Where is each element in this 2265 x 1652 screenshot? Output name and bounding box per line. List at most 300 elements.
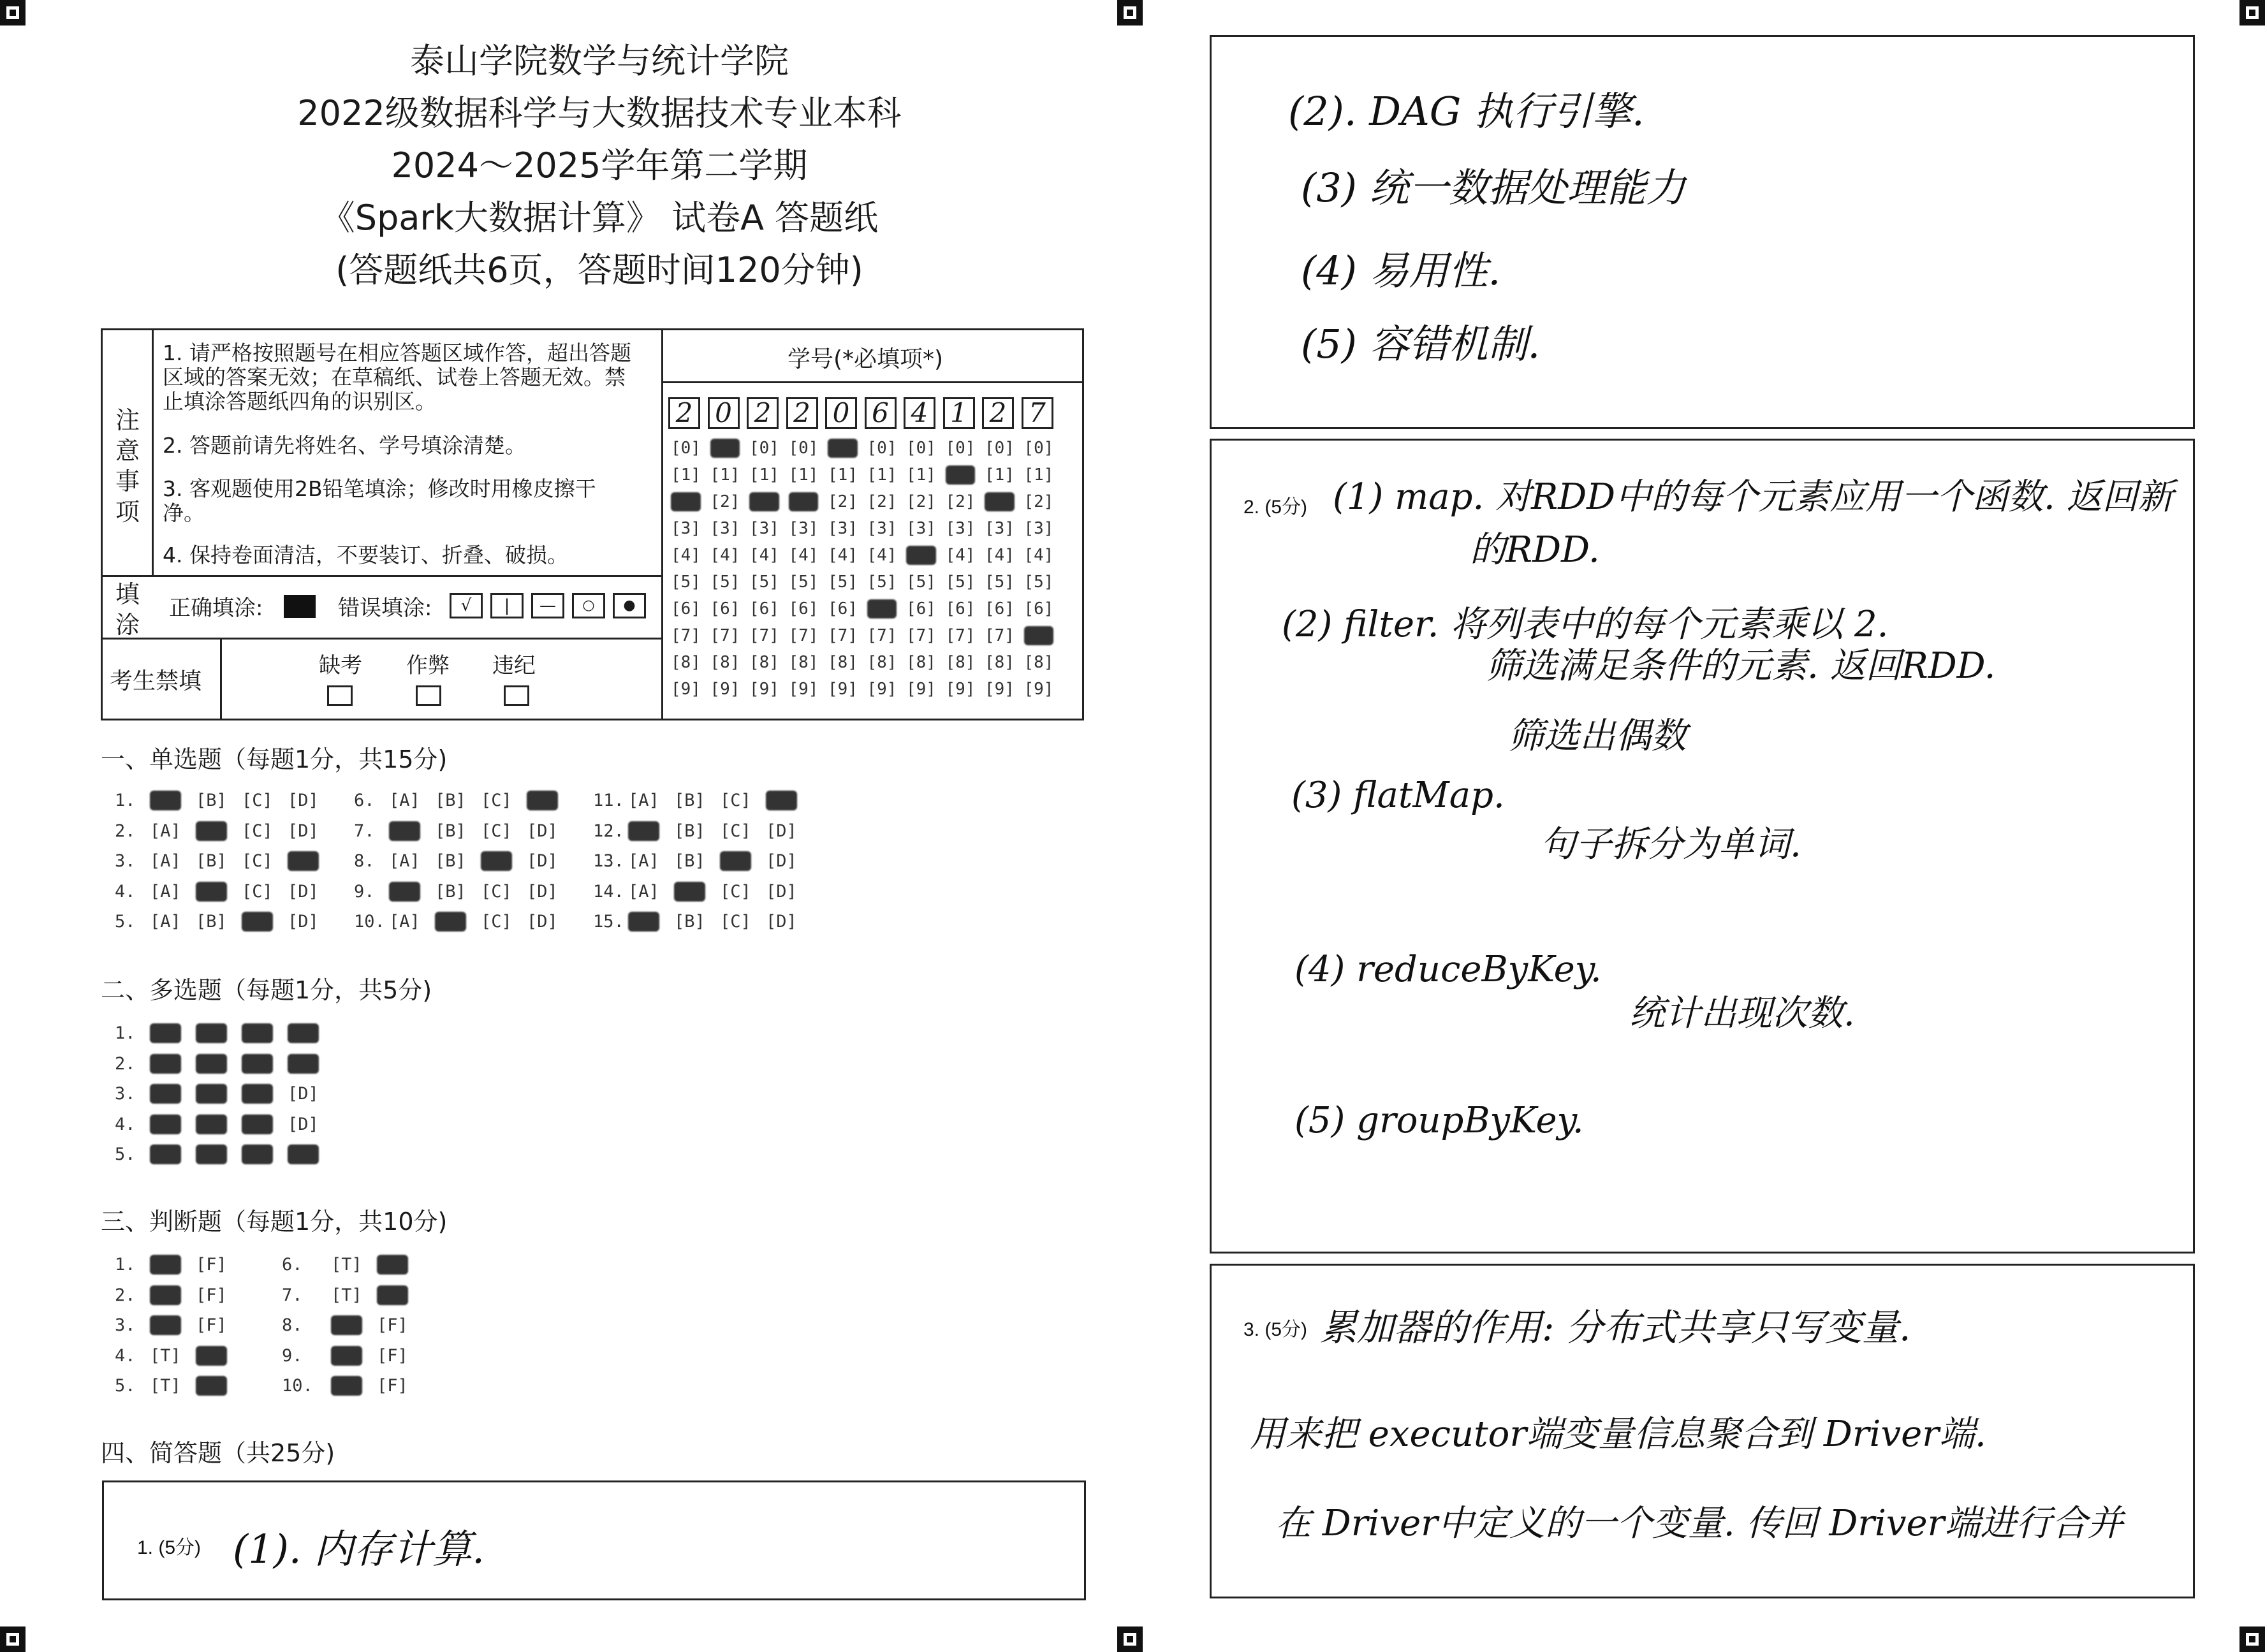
question-number: 14.: [593, 881, 624, 902]
question-number: 10.: [354, 912, 385, 932]
student-id-bubble[interactable]: [9]: [788, 680, 819, 699]
q2-line-10: (5) groupByKey.: [1294, 1100, 1584, 1141]
corner-marker-bottom-right: [2239, 1626, 2265, 1652]
student-id-bubble[interactable]: [1]: [828, 465, 858, 485]
q1-line-4: (4) 易用性.: [1301, 247, 1501, 294]
student-id-bubble[interactable]: [7]: [828, 626, 858, 645]
q2-line-2: 的RDD.: [1470, 529, 1600, 571]
q2-line-4: 筛选满足条件的元素. 返回RDD.: [1486, 645, 1996, 687]
student-id-bubble[interactable]: [0]: [828, 439, 858, 458]
student-id-bubble[interactable]: [8]: [828, 653, 858, 672]
student-id-bubble[interactable]: [0]: [945, 439, 976, 458]
student-id-bubble[interactable]: [7]: [710, 626, 740, 645]
answer-bubble[interactable]: [A]: [389, 881, 420, 902]
answer-bubble[interactable]: [D]: [288, 1053, 319, 1074]
student-id-bubble[interactable]: [3]: [828, 519, 858, 538]
answer-bubble[interactable]: [B]: [435, 851, 466, 871]
student-id-bubble[interactable]: [0]: [710, 439, 740, 458]
student-id-bubble[interactable]: [3]: [867, 519, 897, 538]
answer-bubble[interactable]: [D]: [527, 821, 558, 841]
student-id-bubble[interactable]: [6]: [671, 599, 701, 618]
student-id-bubble[interactable]: [6]: [945, 599, 976, 618]
student-id-bubble[interactable]: [7]: [945, 626, 976, 645]
student-id-bubble[interactable]: [7]: [985, 626, 1015, 645]
question-number: 5.: [115, 912, 136, 932]
answer-bubble[interactable]: [B]: [674, 912, 705, 932]
answer-bubble[interactable]: [C]: [720, 791, 751, 810]
header-exam-title: 《Spark大数据计算》 试卷A 答题纸: [320, 198, 879, 238]
question-number: 15.: [593, 912, 624, 932]
answer-bubble[interactable]: [T]: [331, 1315, 362, 1335]
question-number: 1.: [115, 791, 136, 810]
answer-bubble[interactable]: [A]: [150, 851, 181, 871]
answer-bubble[interactable]: [A]: [628, 821, 659, 841]
student-id-bubble[interactable]: [8]: [788, 653, 819, 672]
answer-bubble[interactable]: [T]: [331, 1255, 362, 1275]
q3-line-1: 累加器的作用: 分布式共享只写变量.: [1320, 1306, 1911, 1349]
question-number: 4.: [115, 1345, 136, 1366]
student-id-bubble[interactable]: [3]: [710, 519, 740, 538]
question-number: 8.: [354, 851, 375, 871]
answer-bubble[interactable]: [B]: [435, 881, 466, 902]
student-id-bubble[interactable]: [5]: [828, 573, 858, 592]
student-id-bubble[interactable]: [9]: [867, 680, 897, 699]
answer-bubble[interactable]: [A]: [150, 821, 181, 841]
q1-line-2: (2). DAG 执行引擎.: [1288, 88, 1645, 135]
student-id-bubble[interactable]: [0]: [788, 439, 819, 458]
question-number: 1.: [115, 1023, 136, 1043]
student-id-bubble[interactable]: [4]: [671, 546, 701, 565]
student-id-bubble[interactable]: [2]: [1023, 492, 1054, 511]
answer-bubble[interactable]: [A]: [389, 851, 420, 871]
answer-bubble[interactable]: [D]: [527, 851, 558, 871]
student-id-bubble[interactable]: [5]: [671, 573, 701, 592]
student-id-bubble[interactable]: [6]: [828, 599, 858, 618]
student-id-digit: 2: [786, 397, 818, 429]
answer-bubble[interactable]: [F]: [196, 1345, 227, 1366]
question-number: 2.: [115, 1053, 136, 1074]
header-note: (答题纸共6页，答题时间120分钟): [335, 250, 863, 290]
student-id-bubble[interactable]: [0]: [671, 439, 701, 458]
answer-bubble[interactable]: [C]: [242, 821, 273, 841]
correct-fill-label: 正确填涂:: [169, 596, 263, 621]
student-id-bubble[interactable]: [2]: [788, 492, 819, 511]
student-id-bubble[interactable]: [0]: [1023, 439, 1054, 458]
answer-bubble[interactable]: [D]: [766, 791, 797, 810]
q1-line-1: (1). 内存计算.: [233, 1526, 485, 1572]
student-id-bubble[interactable]: [1]: [867, 465, 897, 485]
student-id-bubble[interactable]: [6]: [867, 599, 897, 618]
answer-bubble[interactable]: [C]: [481, 791, 512, 810]
student-id-bubble[interactable]: [2]: [867, 492, 897, 511]
answer-bubble[interactable]: [B]: [674, 851, 705, 871]
notice-item-4: 4. 保持卷面清洁，不要装订、折叠、破损。: [163, 543, 568, 567]
student-id-bubble[interactable]: [5]: [985, 573, 1015, 592]
student-id-bubble[interactable]: [5]: [749, 573, 779, 592]
answer-bubble[interactable]: [F]: [377, 1315, 408, 1335]
answer-bubble[interactable]: [F]: [377, 1255, 408, 1275]
student-id-bubble[interactable]: [4]: [1023, 546, 1054, 565]
divider: [220, 638, 222, 720]
student-id-bubble[interactable]: [3]: [906, 519, 936, 538]
divider: [152, 328, 154, 577]
answer-bubble[interactable]: [B]: [196, 851, 227, 871]
notice-item-3: 3. 客观题使用2B铅笔填涂；修改时用橡皮擦干净。: [163, 476, 596, 525]
student-id-bubble[interactable]: [5]: [867, 573, 897, 592]
answer-bubble[interactable]: [B]: [196, 1023, 227, 1043]
student-id-bubble[interactable]: [1]: [945, 465, 976, 485]
exam-forbid-label: 考生禁填: [110, 668, 202, 694]
answer-bubble[interactable]: [T]: [150, 1376, 181, 1396]
section-short-answer: 四、简答题（共25分): [101, 1439, 335, 1467]
answer-bubble[interactable]: [F]: [377, 1345, 408, 1366]
question-number: 2.: [115, 821, 136, 841]
student-id-bubble[interactable]: [1]: [906, 465, 936, 485]
answer-bubble[interactable]: [T]: [150, 1345, 181, 1366]
answer-bubble[interactable]: [A]: [150, 1114, 181, 1134]
student-id-digit: 2: [668, 397, 700, 429]
wrong-fill-samples: [450, 593, 646, 618]
q2-label: 2. (5分): [1243, 497, 1308, 518]
answer-bubble[interactable]: [B]: [435, 912, 466, 932]
student-id-bubble[interactable]: [5]: [788, 573, 819, 592]
answer-bubble[interactable]: [F]: [377, 1376, 408, 1396]
wrong-mark-bar: |: [490, 593, 524, 618]
question-number: 3.: [115, 1084, 136, 1104]
question-number: 6.: [354, 791, 375, 810]
student-id-bubble[interactable]: [9]: [1023, 680, 1054, 699]
answer-bubble[interactable]: [A]: [389, 912, 420, 932]
student-id-bubble[interactable]: [3]: [749, 519, 779, 538]
answer-bubble[interactable]: [D]: [766, 851, 797, 871]
student-id-bubble[interactable]: [7]: [749, 626, 779, 645]
answer-bubble[interactable]: [D]: [288, 881, 319, 902]
answer-bubble[interactable]: [D]: [527, 881, 558, 902]
answer-bubble[interactable]: [D]: [527, 791, 558, 810]
question-number: 9.: [354, 881, 375, 902]
answer-bubble[interactable]: [B]: [674, 791, 705, 810]
question-number: 7.: [282, 1285, 303, 1305]
q2-line-6: (3) flatMap.: [1291, 775, 1505, 816]
divider: [661, 328, 663, 720]
student-id-bubble[interactable]: [9]: [671, 680, 701, 699]
student-id-bubble[interactable]: [1]: [710, 465, 740, 485]
status-absent-label: 缺考: [319, 653, 362, 678]
student-id-bubble[interactable]: [2]: [710, 492, 740, 511]
answer-bubble[interactable]: [A]: [628, 851, 659, 871]
student-id-bubble[interactable]: [2]: [945, 492, 976, 511]
answer-bubble[interactable]: [B]: [435, 791, 466, 810]
student-id-digit: 2: [982, 397, 1014, 429]
student-id-bubble[interactable]: [1]: [671, 465, 701, 485]
answer-bubble[interactable]: [D]: [288, 821, 319, 841]
answer-bubble[interactable]: [B]: [435, 821, 466, 841]
student-id-bubble[interactable]: [1]: [749, 465, 779, 485]
answer-bubble[interactable]: [A]: [150, 881, 181, 902]
student-id-bubble[interactable]: [5]: [906, 573, 936, 592]
student-id-bubble[interactable]: [6]: [788, 599, 819, 618]
answer-bubble[interactable]: [A]: [150, 1023, 181, 1043]
answer-bubble[interactable]: [B]: [196, 821, 227, 841]
answer-bubble[interactable]: [D]: [288, 1144, 319, 1164]
student-id-bubble[interactable]: [3]: [671, 519, 701, 538]
answer-bubble[interactable]: [D]: [766, 912, 797, 932]
answer-bubble[interactable]: [D]: [288, 1114, 319, 1134]
wrong-mark-dot: ●: [613, 593, 646, 618]
student-id-bubble[interactable]: [1]: [985, 465, 1015, 485]
question-number: 3.: [115, 851, 136, 871]
section-true-false: 三、判断题（每题1分，共10分): [101, 1208, 448, 1236]
student-id-bubble[interactable]: [4]: [867, 546, 897, 565]
q3-line-3: 在 Driver中定义的一个变量. 传回 Driver端进行合并: [1275, 1503, 2123, 1544]
answer-bubble[interactable]: [D]: [288, 791, 319, 810]
question-number: 4.: [115, 1114, 136, 1134]
cheat-checkbox[interactable]: [416, 685, 441, 706]
student-id-bubble[interactable]: [3]: [788, 519, 819, 538]
student-id-bubble[interactable]: [2]: [828, 492, 858, 511]
student-id-bubble[interactable]: [4]: [788, 546, 819, 565]
student-id-bubble[interactable]: [9]: [906, 680, 936, 699]
corner-marker-bottom-middle: [1117, 1626, 1143, 1652]
question-number: 6.: [282, 1255, 303, 1275]
student-id-bubble[interactable]: [4]: [749, 546, 779, 565]
divider: [661, 381, 1084, 383]
corner-marker-top-left: [0, 0, 26, 26]
answer-bubble[interactable]: [B]: [674, 881, 705, 902]
corner-marker-top-middle: [1117, 0, 1143, 26]
wrong-mark-check: √: [450, 593, 483, 618]
student-id-bubble[interactable]: [9]: [710, 680, 740, 699]
corner-marker-top-right: [2239, 0, 2265, 26]
question-number: 11.: [593, 791, 624, 810]
question-number: 7.: [354, 821, 375, 841]
question-number: 12.: [593, 821, 624, 841]
q3-label: 3. (5分): [1243, 1319, 1308, 1340]
q1-line-5: (5) 容错机制.: [1301, 321, 1541, 367]
answer-bubble[interactable]: [A]: [628, 912, 659, 932]
answer-bubble[interactable]: [A]: [150, 912, 181, 932]
student-id-bubble[interactable]: [1]: [788, 465, 819, 485]
student-id-bubble[interactable]: [8]: [945, 653, 976, 672]
student-id-bubble[interactable]: [3]: [985, 519, 1015, 538]
answer-bubble[interactable]: [C]: [242, 791, 273, 810]
question-number: 9.: [282, 1345, 303, 1366]
answer-bubble[interactable]: [B]: [196, 1114, 227, 1134]
answer-bubble[interactable]: [T]: [331, 1345, 362, 1366]
answer-bubble[interactable]: [F]: [196, 1376, 227, 1396]
answer-bubble[interactable]: [B]: [196, 791, 227, 810]
student-id-digit: 0: [708, 397, 740, 429]
student-id-digit: 0: [825, 397, 857, 429]
answer-bubble[interactable]: [C]: [242, 1114, 273, 1134]
answer-bubble[interactable]: [D]: [288, 1023, 319, 1043]
answer-bubble[interactable]: [A]: [628, 791, 659, 810]
answer-bubble[interactable]: [B]: [196, 912, 227, 932]
answer-bubble[interactable]: [F]: [196, 1285, 227, 1305]
student-id-bubble[interactable]: [4]: [906, 546, 936, 565]
student-id-bubble[interactable]: [6]: [749, 599, 779, 618]
answer-bubble[interactable]: [C]: [242, 1084, 273, 1104]
header-major: 2022级数据科学与大数据技术专业本科: [297, 93, 902, 133]
answer-bubble[interactable]: [B]: [196, 1053, 227, 1074]
student-id-bubble[interactable]: [2]: [749, 492, 779, 511]
answer-bubble[interactable]: [C]: [481, 912, 512, 932]
student-id-bubble[interactable]: [4]: [710, 546, 740, 565]
student-id-bubble[interactable]: [2]: [985, 492, 1015, 511]
wrong-mark-dash: —: [531, 593, 564, 618]
student-id-bubble[interactable]: [8]: [906, 653, 936, 672]
student-id-bubble[interactable]: [7]: [788, 626, 819, 645]
answer-bubble[interactable]: [C]: [720, 881, 751, 902]
student-id-bubble[interactable]: [8]: [867, 653, 897, 672]
question-number: 10.: [282, 1376, 313, 1396]
student-id-bubble[interactable]: [0]: [749, 439, 779, 458]
student-id-bubble[interactable]: [3]: [945, 519, 976, 538]
student-id-bubble[interactable]: [6]: [710, 599, 740, 618]
status-violation-label: 违纪: [492, 653, 536, 678]
divider: [101, 638, 662, 640]
notice-item-2: 2. 答题前请先将姓名、学号填涂清楚。: [163, 433, 526, 458]
answer-bubble[interactable]: [C]: [242, 1053, 273, 1074]
student-id-bubble[interactable]: [4]: [985, 546, 1015, 565]
status-cheat-label: 作弊: [406, 653, 450, 678]
answer-bubble[interactable]: [A]: [389, 791, 420, 810]
answer-bubble[interactable]: [T]: [331, 1376, 362, 1396]
answer-bubble[interactable]: [A]: [150, 791, 181, 810]
divider: [101, 575, 662, 577]
question-number: 8.: [282, 1315, 303, 1335]
answer-bubble[interactable]: [F]: [196, 1315, 227, 1335]
student-id-bubble[interactable]: [6]: [906, 599, 936, 618]
student-id-bubble[interactable]: [8]: [710, 653, 740, 672]
answer-bubble[interactable]: [B]: [196, 881, 227, 902]
student-id-bubble[interactable]: [1]: [1023, 465, 1054, 485]
answer-bubble[interactable]: [B]: [196, 1144, 227, 1164]
answer-bubble[interactable]: [A]: [150, 1053, 181, 1074]
answer-bubble[interactable]: [D]: [288, 851, 319, 871]
answer-bubble[interactable]: [A]: [150, 1144, 181, 1164]
student-id-bubble[interactable]: [6]: [1023, 599, 1054, 618]
answer-bubble[interactable]: [B]: [196, 1084, 227, 1104]
student-id-bubble[interactable]: [8]: [749, 653, 779, 672]
question-number: 1.: [115, 1255, 136, 1275]
answer-bubble[interactable]: [D]: [766, 881, 797, 902]
student-id-bubble[interactable]: [4]: [828, 546, 858, 565]
student-id-bubble[interactable]: [7]: [1023, 626, 1054, 645]
student-id-bubble[interactable]: [7]: [867, 626, 897, 645]
section-single-choice: 一、单选题（每题1分，共15分): [101, 745, 448, 773]
student-id-bubble[interactable]: [0]: [985, 439, 1015, 458]
answer-bubble[interactable]: [T]: [150, 1315, 181, 1335]
student-id-bubble[interactable]: [3]: [1023, 519, 1054, 538]
corner-marker-bottom-left: [0, 1626, 26, 1652]
student-id-digit: 4: [904, 397, 935, 429]
answer-bubble[interactable]: [D]: [766, 821, 797, 841]
student-id-bubble[interactable]: [2]: [906, 492, 936, 511]
violation-checkbox[interactable]: [504, 685, 529, 706]
student-id-bubble[interactable]: [0]: [867, 439, 897, 458]
student-id-bubble[interactable]: [0]: [906, 439, 936, 458]
q2-line-9: 统计出现次数.: [1629, 993, 1855, 1034]
student-id-digit: 7: [1022, 397, 1053, 429]
answer-bubble[interactable]: [F]: [377, 1285, 408, 1305]
student-id-bubble[interactable]: [6]: [985, 599, 1015, 618]
student-id-bubble[interactable]: [8]: [985, 653, 1015, 672]
answer-bubble[interactable]: [C]: [242, 881, 273, 902]
correct-fill-sample: [284, 595, 316, 618]
header-term: 2024～2025学年第二学期: [391, 145, 808, 186]
wrong-fill-label: 错误填涂:: [338, 596, 432, 621]
answer-bubble[interactable]: [T]: [150, 1255, 181, 1275]
answer-bubble[interactable]: [C]: [720, 821, 751, 841]
q2-line-7: 句子拆分为单词.: [1540, 824, 1801, 865]
answer-bubble[interactable]: [C]: [242, 912, 273, 932]
wrong-mark-circle: ○: [572, 593, 605, 618]
student-id-bubble[interactable]: [8]: [671, 653, 701, 672]
student-id-title: 学号(*必填项*): [788, 346, 944, 372]
answer-bubble[interactable]: [C]: [242, 1023, 273, 1043]
q2-line-5: 筛选出偶数: [1508, 715, 1687, 757]
answer-bubble[interactable]: [C]: [720, 912, 751, 932]
fill-title: 填涂: [115, 580, 140, 639]
answer-bubble[interactable]: [A]: [389, 821, 420, 841]
student-id-bubble[interactable]: [7]: [906, 626, 936, 645]
header-school: 泰山学院数学与统计学院: [410, 41, 789, 81]
q2-line-8: (4) reduceByKey.: [1294, 949, 1602, 990]
answer-bubble[interactable]: [C]: [720, 851, 751, 871]
answer-bubble[interactable]: [A]: [628, 881, 659, 902]
student-id-digit: 1: [943, 397, 975, 429]
notice-item-1: 1. 请严格按照题号在相应答题区域作答，超出答题区域的答案无效；在草稿纸、试卷上答题无效。禁止填涂答题纸四角的识别区。: [163, 340, 631, 414]
q2-line-1: (1) map. 对RDD中的每个元素应用一个函数. 返回新: [1333, 476, 2174, 518]
student-id-bubble[interactable]: [2]: [671, 492, 701, 511]
answer-bubble[interactable]: [D]: [527, 912, 558, 932]
q3-line-2: 用来把 executor端变量信息聚合到 Driver端.: [1250, 1414, 1986, 1455]
student-id-bubble[interactable]: [9]: [828, 680, 858, 699]
answer-bubble[interactable]: [D]: [288, 912, 319, 932]
student-id-bubble[interactable]: [5]: [710, 573, 740, 592]
student-id-bubble[interactable]: [8]: [1023, 653, 1054, 672]
answer-bubble[interactable]: [D]: [288, 1084, 319, 1104]
answer-bubble[interactable]: [C]: [481, 851, 512, 871]
answer-bubble[interactable]: [B]: [674, 821, 705, 841]
q2-line-3: (2) filter. 将列表中的每个元素乘以 2.: [1282, 604, 1889, 645]
student-id-digit: 6: [865, 397, 897, 429]
student-id-bubble[interactable]: [4]: [945, 546, 976, 565]
student-id-bubble[interactable]: [7]: [671, 626, 701, 645]
answer-bubble[interactable]: [T]: [150, 1285, 181, 1305]
section-multi-choice: 二、多选题（每题1分，共5分): [101, 976, 432, 1004]
answer-bubble[interactable]: [A]: [150, 1084, 181, 1104]
answer-bubble[interactable]: [C]: [242, 1144, 273, 1164]
answer-bubble[interactable]: [C]: [481, 821, 512, 841]
student-id-bubble[interactable]: [5]: [1023, 573, 1054, 592]
answer-bubble[interactable]: [C]: [242, 851, 273, 871]
student-id-bubble[interactable]: [5]: [945, 573, 976, 592]
q1-line-3: (3) 统一数据处理能力: [1301, 164, 1686, 211]
student-id-bubble[interactable]: [9]: [945, 680, 976, 699]
question-number: 2.: [115, 1285, 136, 1305]
absent-checkbox[interactable]: [327, 685, 353, 706]
notice-title: 注意事项: [115, 406, 140, 526]
question-number: 4.: [115, 881, 136, 902]
student-id-bubble[interactable]: [9]: [749, 680, 779, 699]
answer-bubble[interactable]: [T]: [331, 1285, 362, 1305]
answer-bubble[interactable]: [C]: [481, 881, 512, 902]
question-number: 5.: [115, 1376, 136, 1396]
answer-bubble[interactable]: [F]: [196, 1255, 227, 1275]
student-id-bubble[interactable]: [9]: [985, 680, 1015, 699]
